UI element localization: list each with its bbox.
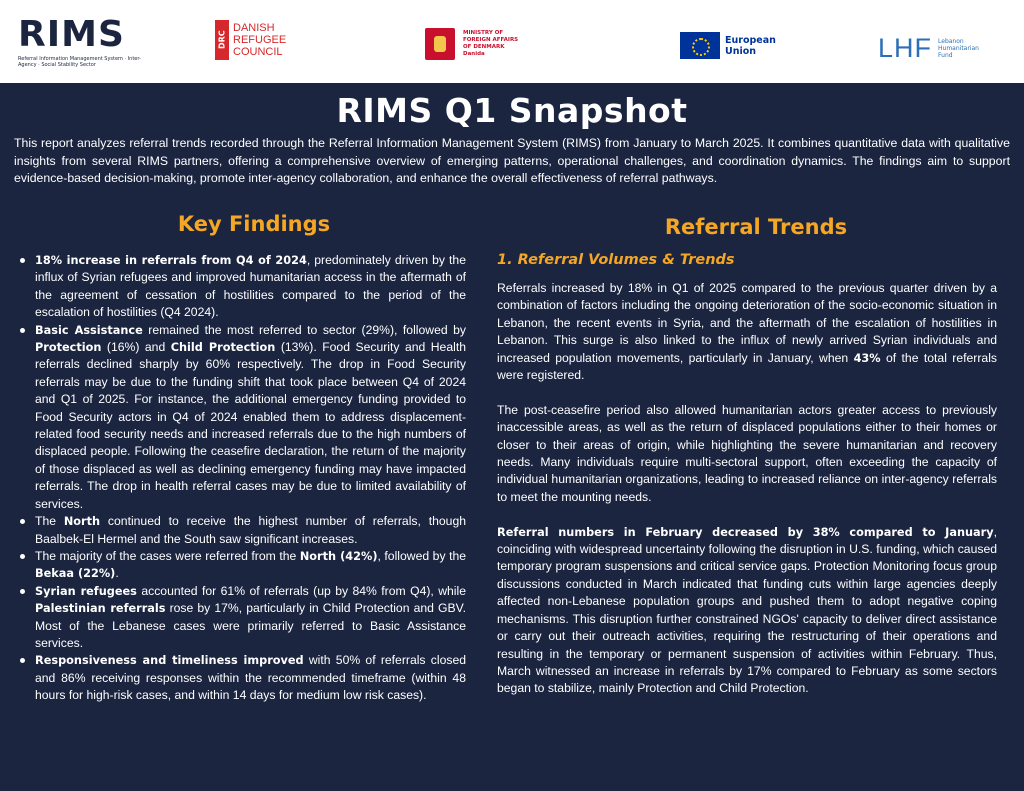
finding-item bbox=[18, 513, 466, 548]
eu-line-2: Union bbox=[725, 45, 757, 57]
finding-text: continued to receive the highest number of referrals, though Baalbek-El Hermel and the South saw significant increases. bbox=[35, 514, 467, 546]
finding-text: rose by 17%, particularly in Child Protection and GBV. Most of the Lebanese cases were primarily referred to Basic Assistance services. bbox=[35, 601, 466, 650]
mfa-logo-text bbox=[463, 30, 533, 58]
drc-logo bbox=[215, 20, 286, 60]
logo-bar bbox=[0, 0, 1024, 83]
lhf-line-3: Fund bbox=[938, 52, 953, 59]
intro-paragraph: This report analyzes referral trends recorded through the Referral Information Management System (RIMS) from January to March 2025. It combines quantitative data with qualitative insights from several RIMS partners, offering a comprehensive overview of emerging patterns, operational challenges, and coordination dynamics. The findings aim to support evidence-based decision-making, promote inter-agency collaboration, and enhance the overall effectiveness of referral pathways. bbox=[14, 136, 1010, 185]
trends-paragraph-1 bbox=[497, 280, 997, 384]
finding-bold: Responsiveness and timeliness improved bbox=[35, 654, 304, 668]
lhf-logo bbox=[878, 33, 988, 64]
mfa-line-2: FOREIGN AFFAIRS bbox=[463, 37, 519, 43]
referral-volumes-subheading: 1. Referral Volumes & Trends bbox=[497, 252, 735, 268]
trends-bold: Referral numbers in February decreased by 38% compared to January bbox=[497, 525, 994, 539]
eu-logo bbox=[680, 32, 776, 59]
finding-text: , followed by the bbox=[377, 548, 467, 563]
drc-logo-mark: DRC bbox=[215, 20, 229, 60]
finding-bold: North (42%) bbox=[299, 549, 378, 563]
drc-line-2: REFUGEE bbox=[233, 34, 287, 46]
finding-text: (16%) and bbox=[101, 340, 171, 355]
finding-text: , predominately driven by the influx of Syrian refugees and improved humanitarian access in the aftermath of the agreement of cessation of hostilities compared to the period of the escalation of hostilities (Q4 2024). bbox=[35, 253, 466, 320]
referral-trends-body bbox=[497, 280, 997, 715]
finding-bold: Basic Assistance bbox=[35, 323, 143, 337]
trends-text: , coinciding with widespread uncertainty following the disruption in U.S. funding, which caused temporary program suspensions and critical service gaps. Protection Monitoring focus group discussions conducted in March indicated that funding cuts within large agencies deeply affected non-Lebanese population groups and pushed them to adopt negative coping mechanisms. This disruption further constrained NGOs' capacity to deliver direct assistance or carry out their outreach activities, requiring the restructuring of their operations and resulting in the temporary or permanent suspension of activities within February. Thus, March witnessed an increase in referrals by 17% compared to February as some sectors began to stabilize, mainly Protection and Child Protection. bbox=[497, 524, 997, 696]
finding-bold: 18% increase in referrals from Q4 of 2024 bbox=[35, 254, 307, 267]
finding-bold: Protection bbox=[35, 341, 102, 355]
finding-text: The bbox=[35, 514, 64, 529]
finding-item bbox=[18, 583, 466, 653]
trends-bold: 43% bbox=[853, 351, 881, 365]
mfa-line-1: MINISTRY OF bbox=[463, 30, 504, 36]
trends-text: Referrals increased by 18% in Q1 of 2025 compared to the previous quarter driven by a combination of factors including the ongoing deterioration of the socio-economic situation in Lebanon, the recent events in Syria, and the aftermath of the escalation of hostilities in Lebanon. This surge is also linked to the influx of newly arrived Syrian individuals and increased population movements, particularly in January, when bbox=[497, 281, 997, 365]
trends-paragraph-3 bbox=[497, 524, 997, 698]
referral-trends-heading: Referral Trends bbox=[664, 215, 848, 239]
finding-bold: North bbox=[63, 515, 101, 529]
finding-bold: Syrian refugees bbox=[35, 584, 137, 598]
rims-logo-tagline: Referral Information Management System · Inter-Agency · Social Stability Sector bbox=[18, 56, 141, 68]
finding-item bbox=[18, 252, 466, 322]
drc-line-1: DANISH bbox=[233, 22, 275, 34]
finding-item bbox=[18, 652, 466, 704]
finding-bold: Child Protection bbox=[170, 341, 276, 355]
lhf-line-2: Humanitarian bbox=[938, 45, 979, 52]
eu-flag-icon bbox=[680, 32, 720, 59]
rims-logo-word: RIMS bbox=[18, 14, 125, 55]
finding-text: . bbox=[115, 566, 119, 581]
drc-logo-text bbox=[233, 22, 286, 58]
mfa-line-4: Danida bbox=[463, 51, 485, 57]
mfa-denmark-logo bbox=[425, 28, 533, 60]
mfa-line-3: OF DENMARK bbox=[463, 44, 505, 50]
finding-text: with 50% of referrals closed and 86% receiving responses within the recommended timeframe (within 48 hours for high-risk cases, and within 14 days for medium low risk cases). bbox=[35, 653, 466, 703]
eu-logo-text bbox=[725, 35, 776, 57]
page-title: RIMS Q1 Snapshot bbox=[336, 91, 688, 130]
trends-text: of the total referrals were registered. bbox=[497, 350, 997, 383]
finding-text: (13%). Food Security and Health referrals declined sharply by 60% respectively. The drop in Food Security referrals may be due to the funding shift that took place between Q4 of 2024 and Q1 of 2025. For instance, the additional emergency funding provided to Food Security actors in Q4 of 2024 enabled them to address displacement-related food security needs and increased referrals due to the high numbers of displaced people. Following the ceasefire declaration, the return of the majority of those displaced as well as declining emergency funding may have impacted referrals. The drop in health referral cases may be due to limited availability of services. bbox=[35, 340, 466, 511]
finding-bold: Palestinian referrals bbox=[35, 602, 166, 616]
eu-line-1: European bbox=[725, 34, 776, 46]
finding-text: accounted for 61% of referrals (up by 84% from Q4), while bbox=[136, 583, 466, 598]
finding-text: remained the most referred to sector (29%), followed by bbox=[142, 322, 466, 337]
crown-icon bbox=[425, 28, 455, 60]
finding-text: The majority of the cases were referred from the bbox=[35, 548, 300, 563]
lhf-logo-text bbox=[938, 38, 988, 59]
finding-item bbox=[18, 548, 466, 583]
drc-line-3: COUNCIL bbox=[233, 46, 283, 58]
rims-logo bbox=[18, 16, 143, 68]
finding-bold: Bekaa (22%) bbox=[35, 567, 116, 581]
lhf-logo-word: LHF bbox=[878, 33, 933, 63]
trends-paragraph-2: The post-ceasefire period also allowed humanitarian actors greater access to previously inaccessible areas, as well as the return of displaced populations either to their homes or closer to their areas of origin, while highlighting the severe humanitarian and recovery needs. Many individuals require multi-sectoral support, often exceeding the capacity of individual humanitarian organizations, leading to increased reliance on inter-agency referrals to meet the mounting needs. bbox=[497, 402, 997, 504]
key-findings-heading: Key Findings bbox=[177, 212, 331, 236]
lhf-line-1: Lebanon bbox=[938, 38, 964, 45]
key-findings-list bbox=[18, 252, 466, 705]
finding-item bbox=[18, 322, 466, 513]
